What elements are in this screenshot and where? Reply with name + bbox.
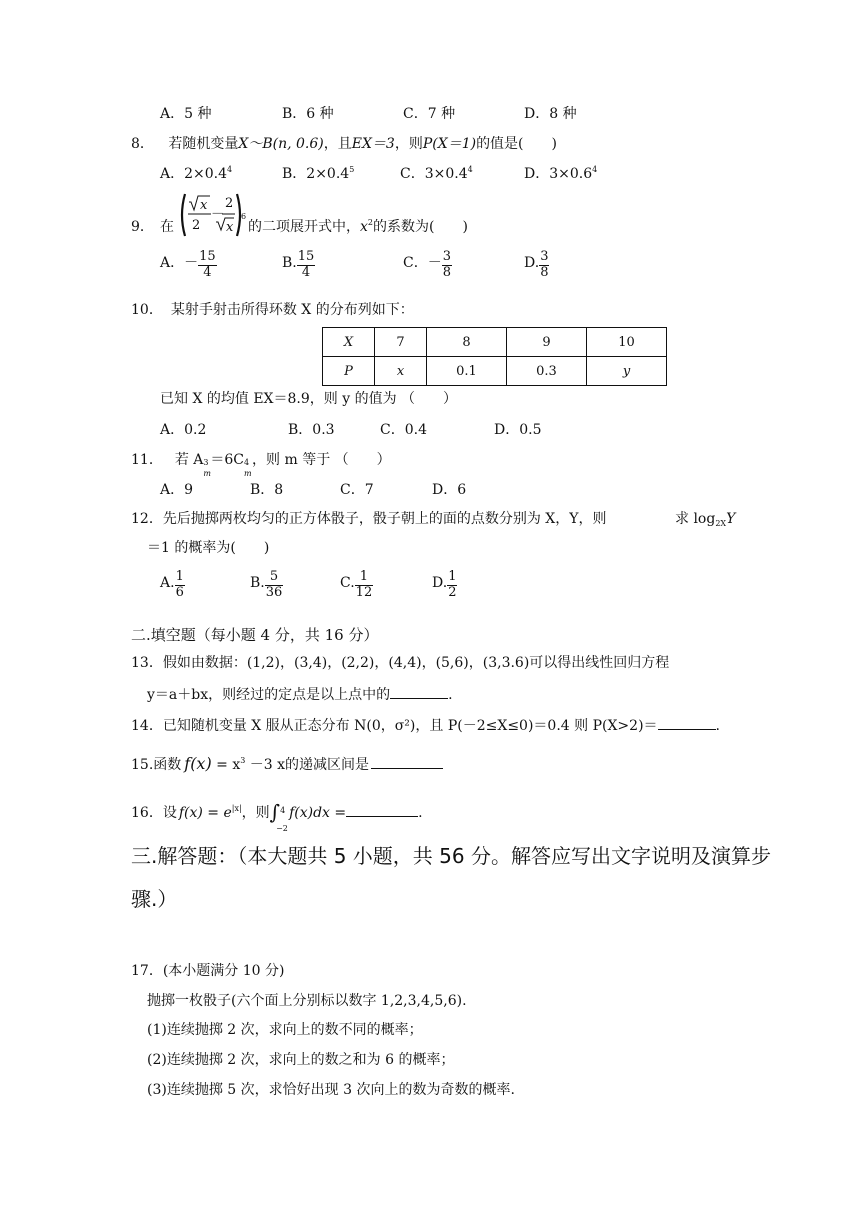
q10-option-d: D．0.5 [494, 422, 542, 438]
table-cell: x [375, 357, 427, 386]
q12-line1-tail: 求 $\log_{2X}Y$ [675, 511, 736, 528]
table-row [323, 328, 667, 357]
distribution-table [322, 327, 667, 386]
q9-binomial-expression [178, 192, 248, 238]
q12-option-c: C. $\frac{1}{12}$ [340, 569, 373, 600]
question-10: 10． 某射手射击所得环数 X 的分布列如下： [131, 302, 414, 318]
q9-x-num: x [200, 198, 208, 213]
q8-option-c: C．$3\times 0.4^4$ [400, 165, 473, 182]
q9-option-b: B. $\frac{15}{4}$ [282, 249, 315, 280]
q8-option-d: D．$3\times 0.6^4$ [524, 165, 598, 182]
table-cell: 0.1 [427, 357, 507, 386]
q12-line1: 12．先后抛掷两枚均匀的正方体骰子，骰子朝上的面的点数分别为 X，Y，则 [131, 511, 607, 527]
q11-option-c: C．7 [340, 482, 374, 498]
q9-exponent: 6 [241, 212, 247, 221]
q10-option-b: B．0.3 [288, 422, 335, 438]
q9-option-d: D. $\frac{3}{8}$ [524, 249, 549, 280]
q8-stem-pre: 若随机变量 [168, 136, 239, 152]
answer-blank[interactable] [371, 756, 443, 769]
q9-stem-post: 的二项展开式中，$x^2$的系数为( ) [248, 218, 468, 235]
q7-option-b: B．6 种 [282, 106, 334, 122]
q13-line1: 13．假如由数据：(1,2)，(3,4)，(2,2)，(4,4)，(5,6)，(3,3.6)可以得出线性回归方程 [131, 655, 670, 671]
q17-part-3: (3)连续抛掷 5 次，求恰好出现 3 次向上的数为奇数的概率. [147, 1082, 515, 1098]
q17-part-1: (1)连续抛掷 2 次，求向上的数不同的概率； [147, 1022, 423, 1038]
q8-stem-mid: ，且 [323, 136, 352, 152]
q14-line: 14．已知随机变量 X 服从正态分布 N(0，σ²)，且 P(－2≤X≤0)＝0.4 则 P(X>2)＝ . [131, 718, 720, 734]
q8-stem-end: 的值是( ) [476, 136, 557, 152]
table-cell: 9 [507, 328, 587, 357]
q12-option-d: D. $\frac{1}{2}$ [432, 569, 457, 600]
q8-prob: P(X＝1) [422, 136, 477, 152]
q9-two-num: 2 [225, 196, 234, 211]
section-3-heading-line1: 三.解答题：（本大题共 5 小题，共 56 分。解答应写出文字说明及演算步 [131, 844, 771, 868]
q11-option-d: D．6 [432, 482, 467, 498]
q9-option-a: A．－ $\frac{15}{4}$ [160, 249, 216, 280]
table-cell: 10 [587, 328, 667, 357]
q17-part-2: (2)连续抛掷 2 次，求向上的数之和为 6 的概率； [147, 1052, 455, 1068]
q13-line2: y＝a＋bx，则经过的定点是以上点中的 . [147, 687, 453, 703]
q10-known: 已知 X 的均值 EX＝8.9，则 y 的值为 （ ） [160, 391, 458, 407]
q12-option-a: A. $\frac{1}{6}$ [160, 569, 184, 600]
q8-number: 8． [131, 136, 154, 152]
q10-option-c: C．0.4 [380, 422, 427, 438]
question-8 [131, 137, 557, 151]
answer-blank[interactable] [346, 804, 418, 817]
table-cell: 7 [375, 328, 427, 357]
answer-blank[interactable] [390, 686, 448, 699]
q12-line2: ＝1 的概率为( ) [147, 540, 270, 556]
q8-stem-post: ，则 [394, 136, 423, 152]
q17-intro: 抛掷一枚骰子(六个面上分别标以数字 1,2,3,4,5,6). [147, 993, 467, 1009]
q11-option-a: A．9 [160, 482, 194, 498]
q8-ex: EX＝3 [351, 136, 395, 152]
q10-option-a: A．0.2 [160, 422, 207, 438]
q11-option-b: B．8 [250, 482, 284, 498]
q9-number: 9． [131, 219, 154, 235]
question-11: 11． 若 A 3 m ＝6C 4 m ，则 m 等于 （ ） [131, 452, 391, 478]
answer-blank[interactable] [658, 717, 716, 730]
table-cell: 8 [427, 328, 507, 357]
q9-stem-pre: 在 [160, 219, 174, 235]
q8-option-b: B．$2\times 0.4^5$ [282, 165, 355, 182]
section-2-heading: 二.填空题（每小题 4 分，共 16 分） [131, 626, 379, 644]
table-row [323, 357, 667, 386]
q9-two-den: 2 [192, 218, 201, 233]
q8-option-a: A．$2\times 0.4^4$ [160, 165, 233, 182]
table-cell: y [587, 357, 667, 386]
q12-option-b: B. $\frac{5}{36}$ [250, 569, 283, 600]
q7-option-a: A．5 种 [160, 106, 212, 122]
table-cell: P [323, 357, 375, 386]
q9-option-c: C．－ $\frac{3}{8}$ [403, 249, 451, 280]
table-cell: 0.3 [507, 357, 587, 386]
table-cell: X [323, 328, 375, 357]
q7-option-c: C．7 种 [403, 106, 456, 122]
q9-x-den: x [226, 220, 234, 235]
q9-minus: － [211, 207, 225, 222]
q17-head: 17．(本小题满分 10 分) [131, 963, 285, 979]
q7-option-d: D．8 种 [524, 106, 577, 122]
q16-line: 16．设 $f(x) = e^{|x|}$，则∫ 4 −2 f(x)dx = . [131, 800, 423, 833]
q15-line: 15.函数 $f(x) = x^3 -3$ x的递减区间是 [131, 756, 443, 772]
section-3-heading-line2: 骤.） [131, 887, 178, 911]
q8-dist: X～B(n, 0.6) [238, 136, 324, 152]
integral-icon: ∫ [269, 800, 281, 824]
